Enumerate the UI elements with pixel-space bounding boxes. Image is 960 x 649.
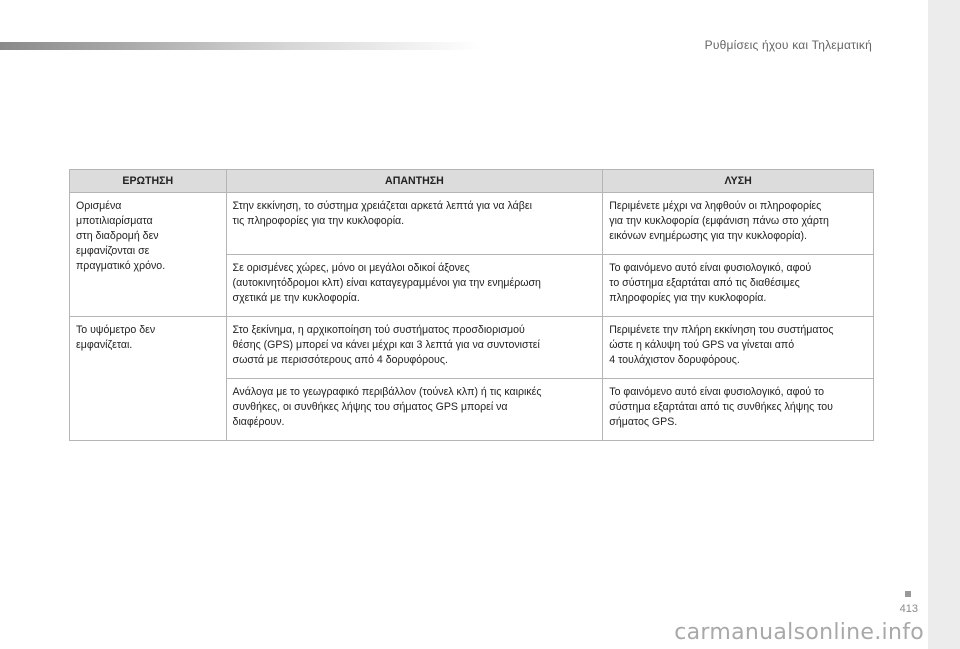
column-header-answer: ΑΠΑΝΤΗΣΗ xyxy=(226,170,603,193)
table-header-row xyxy=(70,170,874,193)
page-marker-square xyxy=(905,591,911,597)
answer-cell: Ανάλογα με το γεωγραφικό περιβάλλον (τούνελ κλπ) ή τις καιρικές συνθήκες, οι συνθήκες λήψης του σήματος GPS μπορεί να διαφέρουν. xyxy=(226,379,603,441)
page-number: 413 xyxy=(899,603,918,615)
page-header-title: Ρυθμίσεις ήχου και Τηλεματική xyxy=(704,38,872,52)
solution-cell: Περιμένετε μέχρι να ληφθούν οι πληροφορίες για την κυκλοφορία (εμφάνιση πάνω στο χάρτη εικόνων ενημέρωσης για την κυκλοφορία). xyxy=(603,193,874,255)
header-gradient-bar xyxy=(0,42,480,50)
answer-cell: Στην εκκίνηση, το σύστημα χρειάζεται αρκετά λεπτά για να λάβει τις πληροφορίες για την κυκλοφορία. xyxy=(226,193,603,255)
table-row xyxy=(70,317,874,379)
solution-cell: Το φαινόμενο αυτό είναι φυσιολογικό, αφού το σύστημα εξαρτάται από τις διαθέσιμες πληροφορίες για την κυκλοφορία. xyxy=(603,255,874,317)
answer-cell: Σε ορισμένες χώρες, μόνο οι μεγάλοι οδικοί άξονες (αυτοκινητόδρομοι κλπ) είναι καταγεγραμμένοι για την ενημέρωση σχετικά με την κυκλοφορία. xyxy=(226,255,603,317)
column-header-question: ΕΡΩΤΗΣΗ xyxy=(70,170,227,193)
table-row xyxy=(70,193,874,255)
faq-table xyxy=(69,169,874,441)
watermark: carmanualsonline.info xyxy=(674,620,924,645)
question-cell: Το υψόμετρο δεν εμφανίζεται. xyxy=(70,317,227,441)
side-margin-strip xyxy=(928,0,960,649)
column-header-solution: ΛΥΣΗ xyxy=(603,170,874,193)
answer-cell: Στο ξεκίνημα, η αρχικοποίηση τού συστήματος προσδιορισμού θέσης (GPS) μπορεί να κάνει μέχρι και 3 λεπτά για να συντονιστεί σωστά με περισσότερους από 4 δορυφόρους. xyxy=(226,317,603,379)
solution-cell: Περιμένετε την πλήρη εκκίνηση του συστήματος ώστε η κάλυψη τού GPS να γίνεται από 4 τουλάχιστον δορυφόρους. xyxy=(603,317,874,379)
question-cell: Ορισμένα μποτιλιαρίσματα στη διαδρομή δεν εμφανίζονται σε πραγματικό χρόνο. xyxy=(70,193,227,317)
solution-cell: Το φαινόμενο αυτό είναι φυσιολογικό, αφού το σύστημα εξαρτάται από τις συνθήκες λήψης του σήματος GPS. xyxy=(603,379,874,441)
